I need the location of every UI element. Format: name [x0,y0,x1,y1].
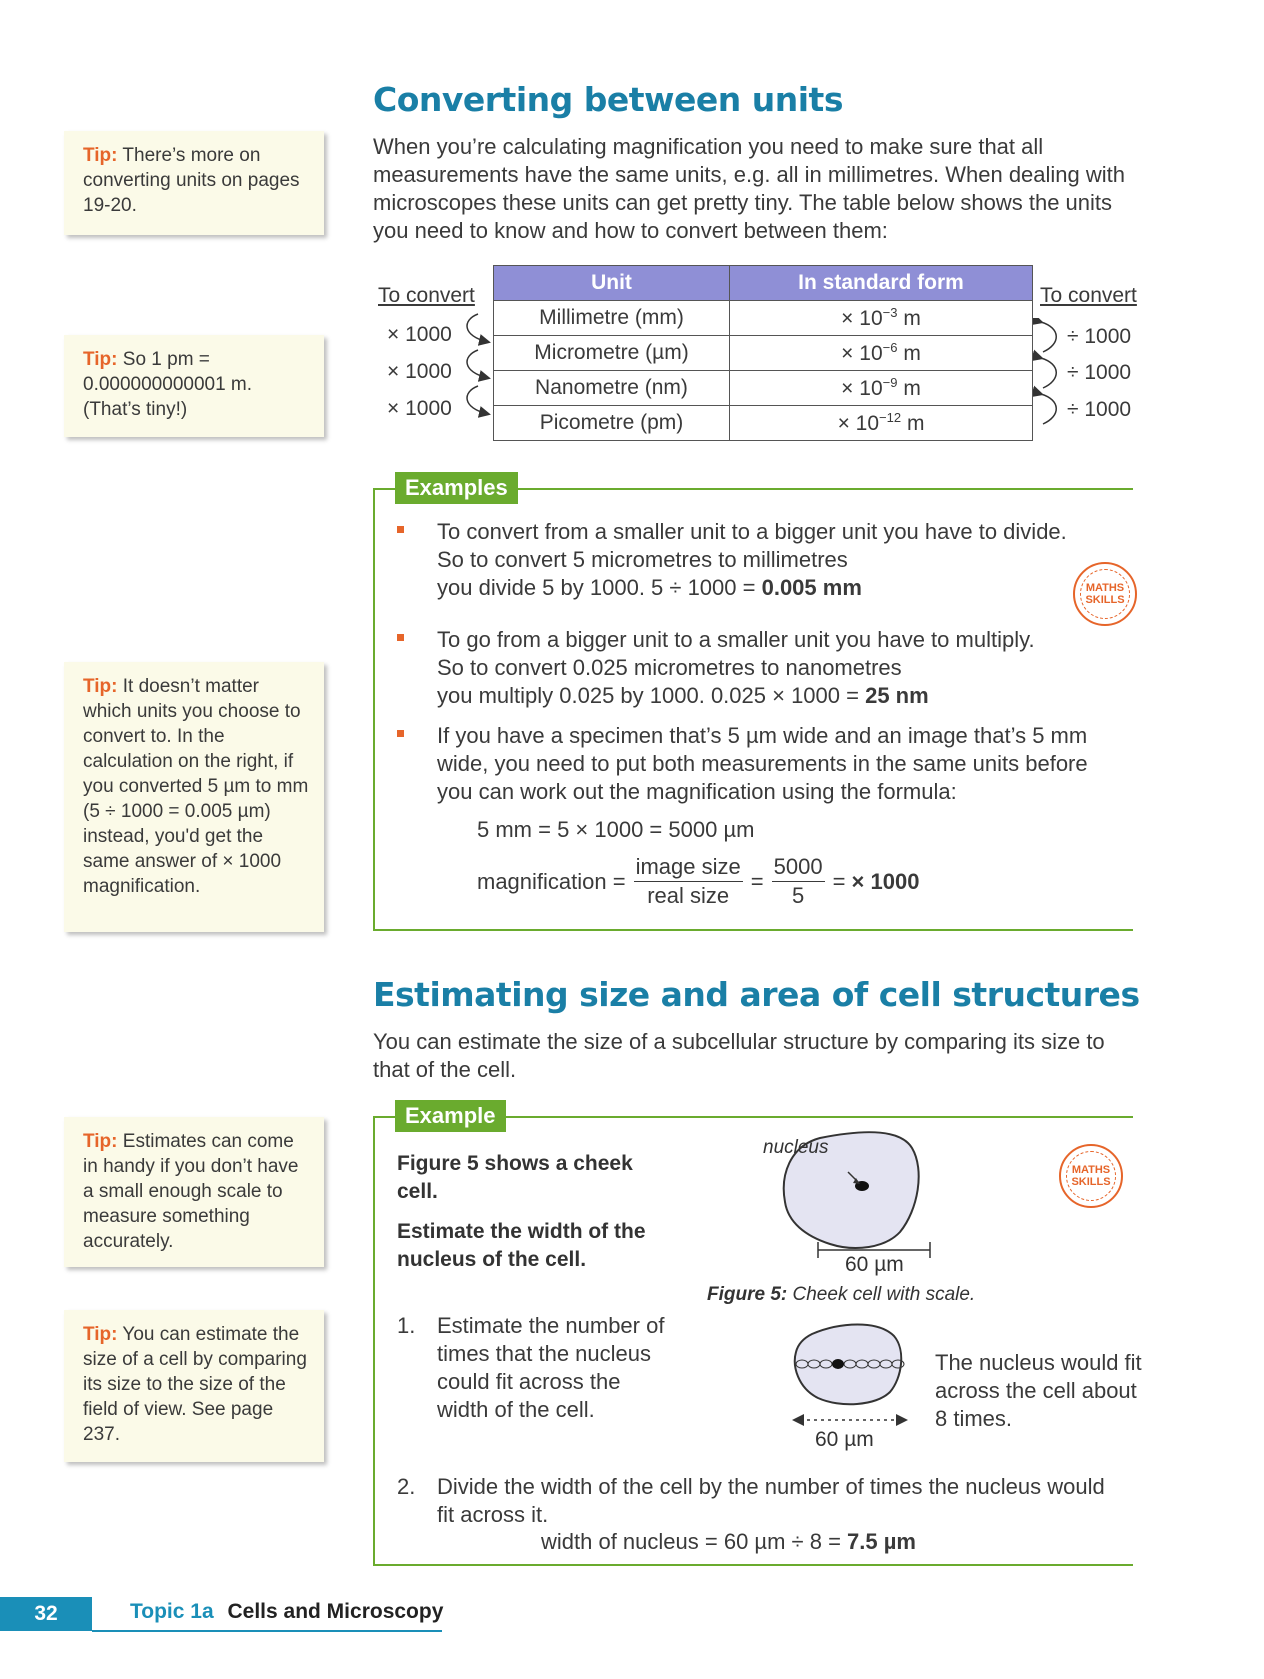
fit-text: The nucleus would fit across the cell about 8 times. [935,1350,1142,1431]
figure-caption: Figure 5: Cheek cell with scale. [707,1284,976,1305]
tip-box [64,1310,324,1462]
unit-cell: Picometre (pm) [494,406,730,441]
scale-arrow-icon [790,1410,910,1430]
unit-cell: Nanometre (nm) [494,371,730,406]
section-heading-estimating: Estimating size and area of cell structures [373,975,1140,1014]
nucleus-label: nucleus [763,1137,829,1158]
right-op: ÷ 1000 [1067,361,1132,384]
table-row [494,301,1033,336]
scale-label: 60 µm [815,1428,874,1451]
tip-box [64,662,324,932]
example-bullet-3: If you have a specimen that’s 5 µm wide and an image that’s 5 mm wide, you need to put both measurements in the same units before you can work out the magnification using the formula: [437,723,1088,804]
tip-text: Estimates can come in handy if you don’t have a small enough scale to measure something accurately. [83,1131,299,1252]
example-bullet-2: To go from a bigger unit to a smaller unit you have to multiply. So to convert 0.025 micrometres to nanometres you multiply 0.025 by 1000. 0.025 × 1000 = 25 nm [437,627,1035,708]
maths-skills-stamp: MATHS SKILLS [1073,562,1137,626]
example-question [397,1150,647,1274]
table-row [494,406,1033,441]
maths-skills-stamp: MATHS SKILLS [1059,1144,1123,1208]
bullet-icon [397,526,404,533]
tip-label: Tip: [83,349,118,370]
equation-conversion: 5 mm = 5 × 1000 = 5000 µm [477,817,755,842]
standard-form-cell: × $10^{-3}$ m [730,301,1033,336]
step-2-text: Divide the width of the cell by the number of times the nucleus would fit across it. [437,1474,1105,1527]
column-header-unit: Unit [494,266,730,301]
bullet-icon [397,730,404,737]
right-op: ÷ 1000 [1067,398,1132,421]
bullet-icon [397,634,404,641]
right-arrows-icon [1033,318,1069,440]
left-op: × 1000 [387,323,452,346]
right-op: ÷ 1000 [1067,325,1132,348]
example-bullet-1: To convert from a smaller unit to a bigger unit you have to divide. So to convert 5 micrometres to millimetres you divide 5 by 1000. 5 ÷ 1000 = 0.005 mm [437,519,1067,600]
left-arrows-icon [458,310,494,432]
example-label: Example [395,1100,506,1132]
tip-box [64,131,324,235]
scale-label: 60 µm [845,1253,904,1276]
tip-text: So 1 pm = 0.000000000001 m. (That’s tiny!) [83,349,253,420]
units-table [493,265,1033,441]
tip-text: There’s more on converting units on pages 19-20. [83,145,300,216]
final-answer: width of nucleus = 60 µm ÷ 8 = 7.5 µm [541,1529,916,1554]
section-intro-estimating: You can estimate the size of a subcellular structure by comparing its size to that of the cell. [373,1029,1105,1082]
standard-form-cell: × $10^{-12}$ m [730,406,1033,441]
step-number: 2. [397,1474,416,1499]
tip-box [64,1117,324,1267]
footer-divider [92,1630,442,1632]
left-op: × 1000 [387,397,452,420]
unit-cell: Millimetre (mm) [494,301,730,336]
to-convert-left-label: To convert [378,284,475,307]
to-convert-right-label: To convert [1040,284,1137,307]
footer-title: Topic 1a Cells and Microscopy [130,1600,444,1623]
step-1-text: Estimate the number of times that the nucleus could fit across the width of the cell. [437,1313,665,1422]
table-row [494,336,1033,371]
page-number: 32 [0,1597,92,1631]
column-header-standard-form: In standard form [730,266,1033,301]
standard-form-cell: × $10^{-9}$ m [730,371,1033,406]
unit-cell: Micrometre (µm) [494,336,730,371]
tip-label: Tip: [83,1324,118,1345]
tip-text: It doesn’t matter which units you choose to convert to. In the calculation on the right, if you converted 5 µm to mm (5 ÷ 1000 = 0.005 µm) instead, you'd get the same answer of × 1000 magnification. [83,676,309,897]
tip-label: Tip: [83,145,118,166]
table-row [494,371,1033,406]
tip-text: You can estimate the size of a cell by comparing its size to the size of the field of view. See page 237. [83,1324,307,1445]
step-number: 1. [397,1313,416,1338]
examples-label: Examples [395,472,518,504]
cell-with-nuclei-figure [790,1316,910,1416]
section-intro-converting: When you’re calculating magnification you need to make sure that all measurements have the same units, e.g. all in millimetres. When dealing with microscopes these units can get pretty tiny. The table below shows the units you need to know and how to convert between them: [373,134,1126,243]
tip-label: Tip: [83,676,118,697]
tip-label: Tip: [83,1131,118,1152]
left-op: × 1000 [387,360,452,383]
question-figure: Figure 5 shows a cheek cell. [397,1152,633,1203]
section-heading-converting: Converting between units [373,80,843,119]
question-estimate: Estimate the width of the nucleus of the cell. [397,1220,646,1271]
standard-form-cell: × $10^{-6}$ m [730,336,1033,371]
equation-magnification: magnification = $\frac{\text{image size}}{\text{real size}}$ = $\frac{5000}{5}$ = × 1000 [477,854,920,908]
tip-box [64,335,324,437]
